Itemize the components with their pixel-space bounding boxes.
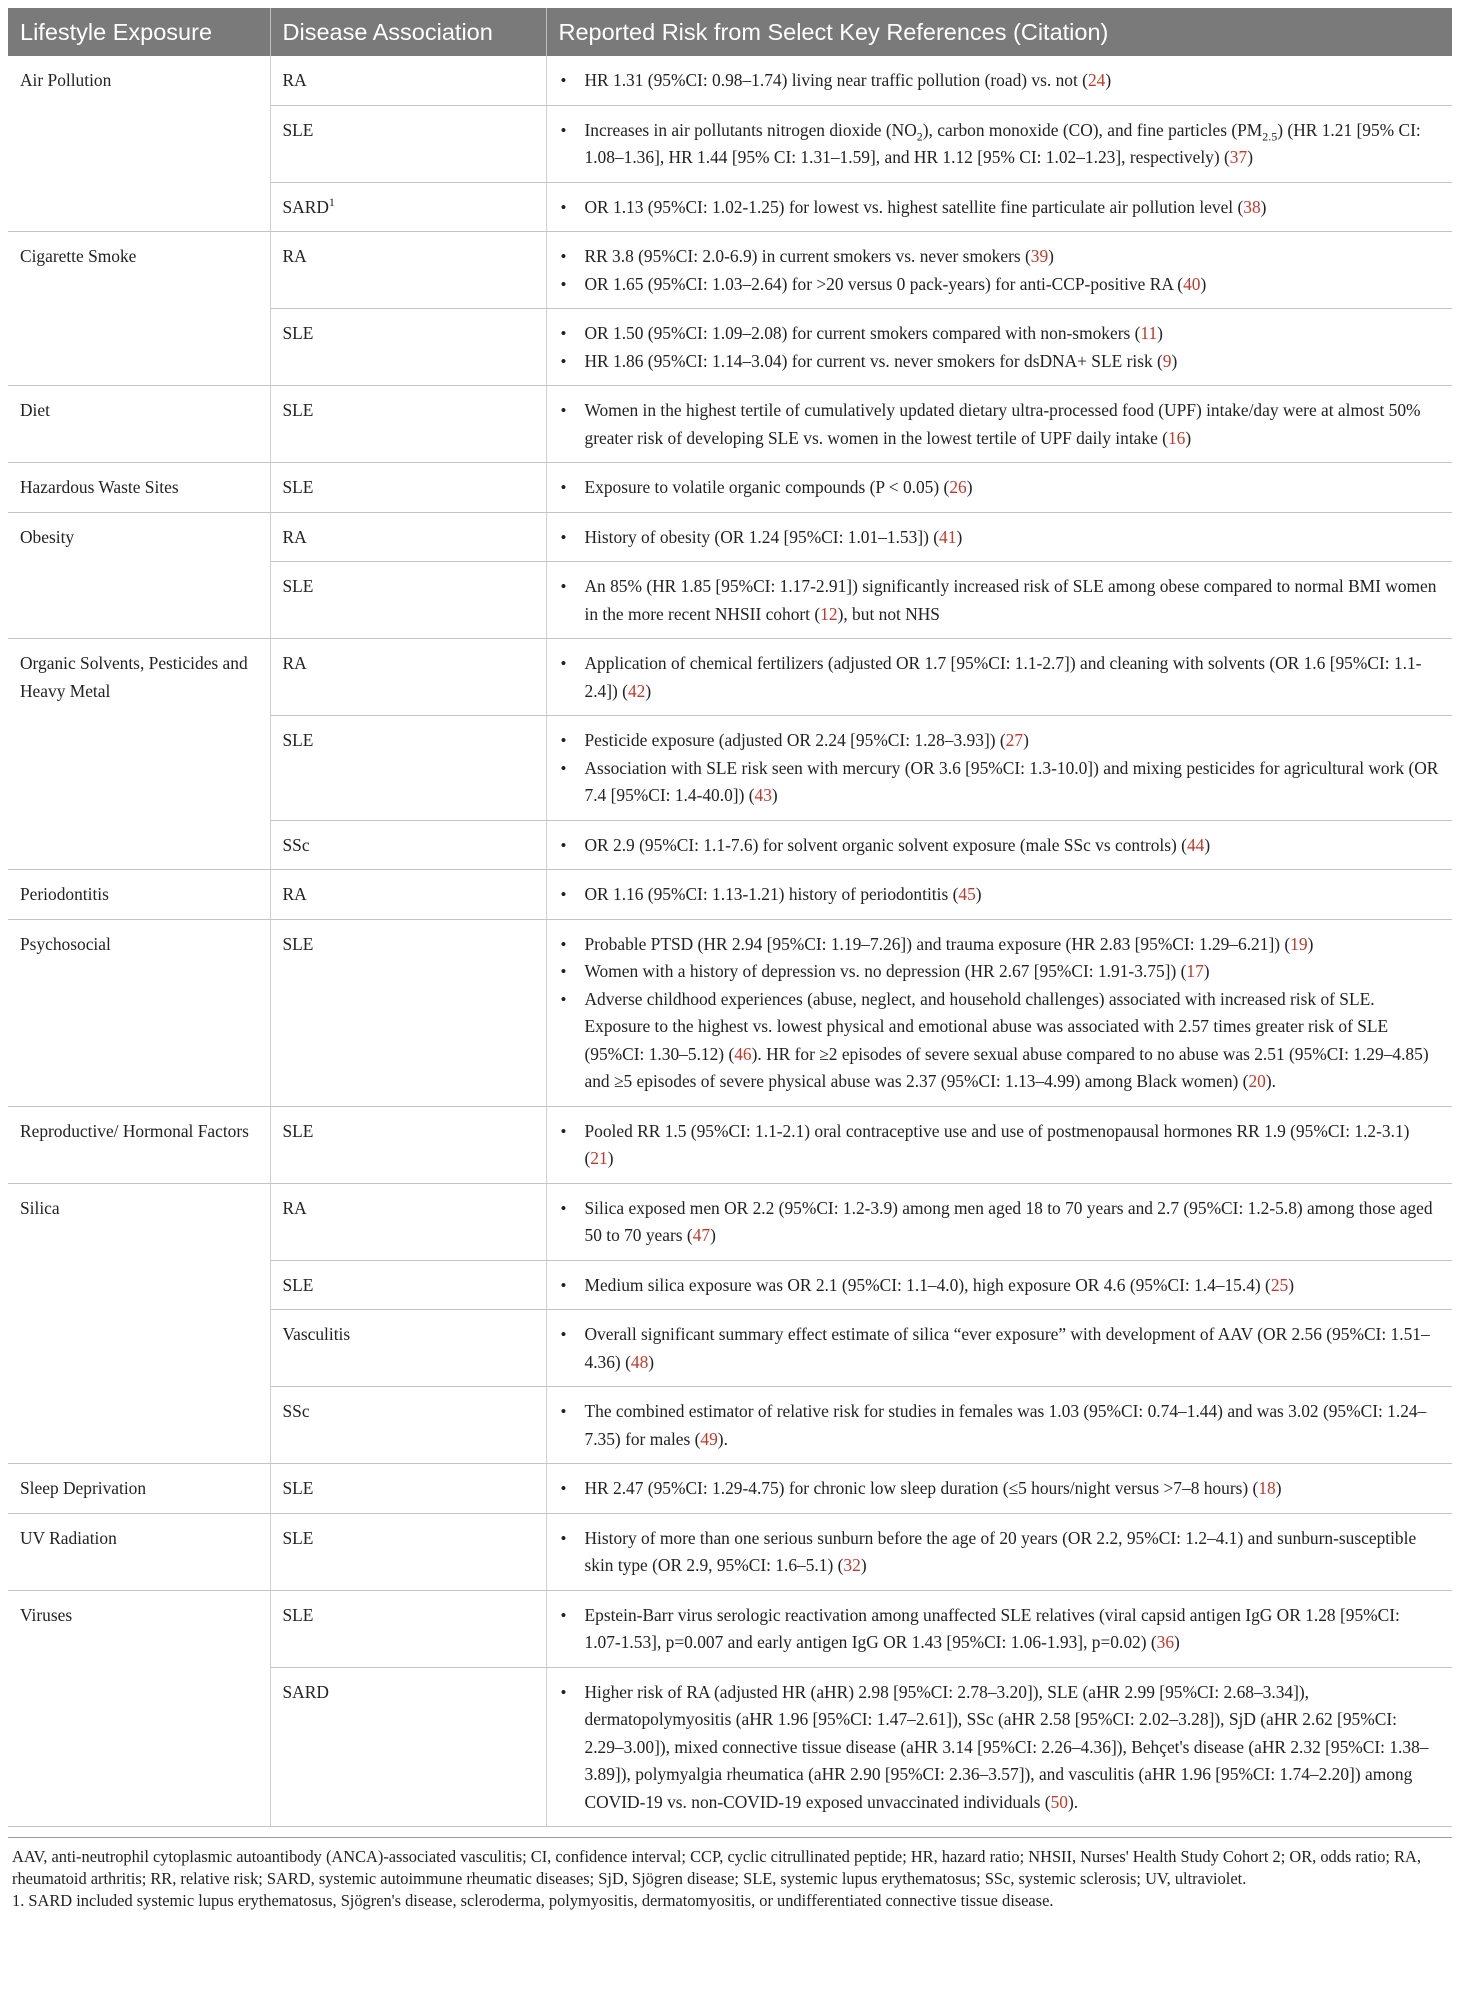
bullet-icon: • (560, 962, 567, 981)
risk-list-item (559, 755, 1441, 810)
risk-text: ) (607, 1148, 614, 1168)
disease-cell (270, 716, 546, 821)
risk-list (559, 243, 1441, 298)
risk-text: ) (1023, 730, 1029, 750)
table-row (8, 1590, 1452, 1667)
reported-risk-cell (546, 232, 1452, 309)
disease-cell (270, 1464, 546, 1514)
table-row (8, 1513, 1452, 1590)
risk-list-item (559, 1475, 1441, 1503)
disease-cell (270, 919, 546, 1106)
exposure-cell: Hazardous Waste Sites (8, 463, 270, 513)
citation-link[interactable]: 19 (1290, 933, 1308, 954)
citation-link[interactable]: 25 (1270, 1274, 1289, 1295)
risk-text: Overall significant summary effect estimate of silica “ever exposure” with development of AAV (OR 2.56 (95%CI: 1.51–4.36) ( (584, 1324, 1430, 1372)
risk-list (559, 650, 1441, 705)
exposure-cell: Viruses (8, 1590, 270, 1827)
risk-list (559, 1195, 1441, 1250)
citation-link[interactable]: 36 (1156, 1632, 1175, 1652)
bullet-icon: • (560, 1325, 567, 1344)
risk-text: ) (710, 1225, 716, 1245)
risk-text: Adverse childhood experiences (abuse, neglect, and household challenges) associated with increased risk of SLE. Exposure to the highest vs. lowest physical and emotional abuse was associated with 2.57 times greater risk of SLE (95%CI: 1.30–5.12) ( (584, 988, 1389, 1064)
bullet-icon: • (560, 885, 567, 904)
citation-link[interactable]: 24 (1087, 70, 1106, 90)
citation-link[interactable]: 20 (1248, 1071, 1266, 1091)
disease-cell (270, 639, 546, 716)
risk-text: OR 1.65 (95%CI: 1.03–2.64) for >20 versus 0 pack-years) for anti-CCP-positive RA ( (584, 273, 1184, 294)
risk-text: ) (645, 680, 652, 701)
risk-list (559, 1525, 1441, 1580)
exposure-cell: UV Radiation (8, 1513, 270, 1590)
risk-list (559, 1118, 1441, 1173)
reported-risk-cell (546, 639, 1452, 716)
bullet-icon: • (560, 247, 567, 266)
bullet-icon: • (560, 324, 567, 343)
risk-text: ). (717, 1428, 728, 1449)
disease-label: Vasculitis (282, 1324, 351, 1344)
risk-list (559, 1679, 1441, 1817)
risk-text: Association with SLE risk seen with mercury (OR 3.6 [95%CI: 1.3-10.0]) and mixing pesticides for agricultural work (OR 7.4 [95%CI: 1.4-40.0]) ( (584, 757, 1439, 805)
reported-risk-cell (546, 309, 1452, 386)
reported-risk-cell (546, 1464, 1452, 1514)
table-row (8, 1106, 1452, 1183)
disease-cell (270, 56, 546, 105)
risk-text: Medium silica exposure was OR 2.1 (95%CI: 1.1–4.0), high exposure OR 4.6 (95%CI: 1.4–15.4) ( (584, 1274, 1271, 1295)
bullet-icon: • (560, 654, 567, 673)
risk-text: ), but not NHS (837, 603, 940, 624)
risk-text: ) (648, 1351, 655, 1372)
table-row (8, 1183, 1452, 1260)
risk-text: ) (1171, 350, 1178, 371)
disease-label: SLE (282, 1604, 314, 1625)
exposure-cell: Silica (8, 1183, 270, 1464)
table-row (8, 512, 1452, 562)
disease-cell (270, 562, 546, 639)
bullet-icon: • (560, 274, 567, 294)
risk-text: OR 1.13 (95%CI: 1.02-1.25) for lowest vs. highest satellite fine particulate air pollution level ( (584, 196, 1244, 217)
risk-list (559, 573, 1441, 628)
risk-list-item (559, 1398, 1441, 1453)
risk-list (559, 832, 1441, 860)
citation-link[interactable]: 37 (1229, 147, 1248, 167)
citation-link[interactable]: 26 (949, 477, 967, 497)
risk-list-item (559, 67, 1441, 95)
citation-link[interactable]: 49 (700, 1428, 718, 1449)
risk-text: ) (860, 1555, 867, 1575)
exposure-cell: Reproductive/ Hormonal Factors (8, 1106, 270, 1183)
lifestyle-risk-table (8, 8, 1452, 1827)
risk-text: History of more than one serious sunburn before the age of 20 years (OR 2.2, 95%CI: 1.2–4.1) and sunburn-susceptible skin type (OR 2.9, 95%CI: 1.6–5.1) ( (584, 1527, 1417, 1575)
risk-text: ) (1204, 834, 1211, 855)
risk-text: ) (975, 884, 982, 904)
table-row (8, 232, 1452, 309)
risk-text: ), carbon monoxide (CO), and fine particles (PM (922, 119, 1263, 140)
risk-text: ) (1203, 961, 1210, 981)
risk-text: OR 2.9 (95%CI: 1.1-7.6) for solvent organic solvent exposure (male SSc vs controls) ( (584, 834, 1187, 855)
risk-list-item (559, 348, 1441, 376)
bullet-icon: • (560, 1605, 567, 1625)
risk-text: ) (1174, 1632, 1180, 1652)
bullet-icon: • (560, 351, 567, 371)
bullet-icon: • (560, 478, 567, 497)
risk-list (559, 727, 1441, 810)
risk-text: ) (1288, 1274, 1295, 1295)
risk-list (559, 320, 1441, 375)
risk-list-item (559, 650, 1441, 705)
risk-list-item (559, 1195, 1441, 1250)
reported-risk-cell (546, 562, 1452, 639)
reported-risk-cell (546, 1590, 1452, 1667)
risk-text: Pooled RR 1.5 (95%CI: 1.1-2.1) oral contraceptive use and use of postmenopausal hormones RR 1.9 (95%CI: 1.2-3.1) ( (584, 1120, 1410, 1168)
risk-text: ) (1260, 196, 1267, 217)
risk-list-item (559, 397, 1441, 452)
bullet-icon: • (560, 1198, 567, 1218)
citation-link[interactable]: 17 (1186, 961, 1204, 981)
exposure-cell: Diet (8, 386, 270, 463)
bullet-icon: • (560, 1682, 567, 1702)
risk-list (559, 1602, 1441, 1657)
risk-list (559, 931, 1441, 1096)
reported-risk-cell (546, 919, 1452, 1106)
bullet-icon: • (560, 758, 567, 778)
risk-text: ). (1265, 1071, 1276, 1091)
risk-text: HR 1.31 (95%CI: 0.98–1.74) living near traffic pollution (road) vs. not ( (584, 70, 1088, 90)
risk-text: ) (1157, 323, 1163, 343)
disease-label: SLE (282, 323, 314, 343)
risk-list-item (559, 1321, 1441, 1376)
risk-text: Exposure to volatile organic compounds (P < 0.05) ( (584, 477, 950, 497)
disease-cell (270, 182, 546, 232)
risk-text: RR 3.8 (95%CI: 2.0-6.9) in current smokers vs. never smokers ( (584, 246, 1031, 266)
disease-cell (270, 512, 546, 562)
risk-list-item (559, 194, 1441, 222)
reported-risk-cell (546, 1310, 1452, 1387)
bullet-icon: • (560, 1402, 567, 1421)
risk-list-item (559, 320, 1441, 348)
citation-link[interactable]: 41 (939, 526, 957, 547)
risk-text: ) (1247, 147, 1253, 167)
disease-label: RA (282, 884, 307, 904)
risk-list-item (559, 832, 1441, 860)
disease-label: SLE (282, 576, 314, 596)
disease-cell (270, 1667, 546, 1827)
reported-risk-cell (546, 1260, 1452, 1310)
citation-link[interactable]: 42 (627, 680, 646, 701)
risk-text: Women in the highest tertile of cumulatively updated dietary ultra-processed food (UPF) intake/day were at almost 50% greater risk of developing SLE vs. women in the lowest tertile of UPF daily intake ( (584, 400, 1421, 448)
disease-cell (270, 309, 546, 386)
risk-text: Epstein-Barr virus serologic reactivation among unaffected SLE relatives (viral capsid antigen IgG OR 1.28 [95%CI: 1.07-1.53], p=0.007 and early antigen IgG OR 1.43 [95%CI: 1.06-1.93], p=0.02) ( (584, 1604, 1400, 1652)
disease-cell (270, 1106, 546, 1183)
bullet-icon: • (560, 1528, 567, 1548)
disease-label: SLE (282, 730, 314, 750)
table-row (8, 1464, 1452, 1514)
reported-risk-cell (546, 820, 1452, 870)
risk-list (559, 881, 1441, 909)
table-row (8, 463, 1452, 513)
table-header-row (8, 8, 1452, 56)
disease-label: SLE (282, 119, 314, 140)
risk-list-item (559, 727, 1441, 755)
table-row (8, 386, 1452, 463)
disease-label: SSc (282, 834, 310, 855)
citation-link[interactable]: 38 (1243, 196, 1261, 217)
bullet-icon: • (560, 989, 567, 1009)
exposure-cell: Cigarette Smoke (8, 232, 270, 386)
citation-link[interactable]: 40 (1183, 273, 1201, 294)
disease-cell (270, 1183, 546, 1260)
bullet-icon: • (560, 835, 567, 855)
risk-text: History of obesity (OR 1.24 [95%CI: 1.01–1.53]) ( (584, 526, 940, 547)
reported-risk-cell (546, 716, 1452, 821)
risk-list-item (559, 1679, 1441, 1817)
risk-text: ) (1200, 273, 1207, 294)
header-lifestyle-exposure: Lifestyle Exposure (8, 8, 270, 56)
citation-link[interactable]: 47 (692, 1225, 711, 1245)
risk-text: Probable PTSD (HR 2.94 [95%CI: 1.19–7.26]) and trauma exposure (HR 2.83 [95%CI: 1.29–6.21]) ( (584, 933, 1291, 954)
risk-text: ) (1105, 70, 1112, 90)
disease-cell (270, 1387, 546, 1464)
citation-link[interactable]: 18 (1258, 1478, 1276, 1498)
risk-text: ) (1307, 933, 1314, 954)
risk-text: OR 1.50 (95%CI: 1.09–2.08) for current smokers compared with non-smokers ( (584, 323, 1141, 343)
reported-risk-cell (546, 56, 1452, 105)
risk-list-item (559, 573, 1441, 628)
risk-list (559, 117, 1441, 172)
risk-list-item (559, 117, 1441, 172)
risk-list (559, 1321, 1441, 1376)
risk-list (559, 397, 1441, 452)
risk-list-item (559, 881, 1441, 909)
reported-risk-cell (546, 1183, 1452, 1260)
disease-label: SLE (282, 1120, 314, 1141)
reported-risk-cell (546, 386, 1452, 463)
citation-link[interactable]: 11 (1140, 323, 1158, 343)
risk-text: Women with a history of depression vs. no depression (HR 2.67 [95%CI: 1.91-3.75]) ( (584, 961, 1187, 981)
reported-risk-cell (546, 1667, 1452, 1827)
citation-link[interactable]: 48 (630, 1351, 649, 1372)
disease-label: SLE (282, 477, 314, 497)
bullet-icon: • (560, 120, 567, 140)
disease-label: SARD (282, 1681, 329, 1702)
risk-text: ) (956, 526, 963, 547)
reported-risk-cell (546, 463, 1452, 513)
exposure-cell: Periodontitis (8, 870, 270, 920)
risk-list-item (559, 243, 1441, 271)
risk-list-item (559, 986, 1441, 1096)
exposure-cell: Obesity (8, 512, 270, 639)
reported-risk-cell (546, 1513, 1452, 1590)
citation-link[interactable]: 12 (820, 603, 838, 624)
bullet-icon: • (560, 1479, 567, 1498)
disease-label: SLE (282, 1527, 314, 1548)
table-footnote (8, 1837, 1452, 1912)
risk-list-item (559, 524, 1441, 552)
risk-list-item (559, 931, 1441, 959)
citation-link[interactable]: 39 (1030, 246, 1049, 266)
disease-label: SLE (282, 933, 314, 954)
disease-label: SSc (282, 1401, 310, 1421)
risk-list-item (559, 958, 1441, 986)
subscript: 2.5 (1262, 128, 1278, 143)
risk-list-item (559, 1118, 1441, 1173)
disease-cell (270, 1310, 546, 1387)
reported-risk-cell (546, 512, 1452, 562)
disease-label: SLE (282, 1274, 314, 1295)
disease-cell (270, 870, 546, 920)
bullet-icon: • (560, 197, 567, 217)
reported-risk-cell (546, 870, 1452, 920)
bullet-icon: • (560, 577, 567, 596)
disease-cell (270, 1590, 546, 1667)
exposure-cell: Air Pollution (8, 56, 270, 232)
risk-text: An 85% (HR 1.85 [95%CI: 1.17-2.91]) significantly increased risk of SLE among obese compared to normal BMI women in the more recent NHSII cohort ( (584, 576, 1437, 624)
risk-list (559, 67, 1441, 95)
table-row (8, 639, 1452, 716)
risk-text: Pesticide exposure (adjusted OR 2.24 [95%CI: 1.28–3.93]) ( (584, 730, 1006, 750)
reported-risk-cell (546, 1387, 1452, 1464)
risk-list (559, 524, 1441, 552)
bullet-icon: • (560, 731, 567, 750)
risk-text: ) (1275, 1478, 1282, 1498)
risk-list (559, 194, 1441, 222)
disease-cell (270, 820, 546, 870)
risk-text: HR 2.47 (95%CI: 1.29-4.75) for chronic low sleep duration (≤5 hours/night versus >7–8 hours) ( (584, 1478, 1259, 1498)
risk-list-item (559, 1272, 1441, 1300)
disease-label: SLE (282, 400, 314, 420)
bullet-icon: • (560, 1275, 567, 1295)
bullet-icon: • (560, 527, 567, 547)
risk-list (559, 1398, 1441, 1453)
citation-link[interactable]: 45 (958, 884, 976, 904)
citation-link[interactable]: 44 (1186, 834, 1205, 855)
reported-risk-cell (546, 182, 1452, 232)
risk-text: ) (HR 1.21 [95% CI: 1.08–1.36], HR 1.44 [95% CI: 1.31–1.59], and HR 1.12 [95% CI: 1.02–1.23], respectively) ( (584, 119, 1421, 167)
disease-label: RA (282, 1197, 307, 1218)
bullet-icon: • (560, 934, 567, 954)
risk-text: ) (1048, 246, 1054, 266)
disease-cell (270, 232, 546, 309)
citation-link[interactable]: 9 (1162, 350, 1172, 371)
citation-link[interactable]: 32 (843, 1555, 861, 1575)
bullet-icon: • (560, 1121, 567, 1141)
table-body (8, 56, 1452, 1827)
risk-list-item (559, 474, 1441, 502)
risk-text: ) (771, 785, 778, 805)
header-reported-risk: Reported Risk from Select Key References (Citation) (546, 8, 1452, 56)
disease-cell (270, 1513, 546, 1590)
risk-list (559, 1475, 1441, 1503)
risk-list-item (559, 271, 1441, 299)
exposure-cell: Psychosocial (8, 919, 270, 1106)
risk-list-item (559, 1602, 1441, 1657)
risk-list (559, 474, 1441, 502)
citation-link[interactable]: 21 (590, 1148, 608, 1168)
exposure-cell: Sleep Deprivation (8, 1464, 270, 1514)
risk-table-container (8, 8, 1452, 1912)
disease-label: SLE (282, 1478, 314, 1498)
disease-label: RA (282, 70, 307, 90)
disease-label: RA (282, 653, 307, 673)
table-row (8, 56, 1452, 105)
bullet-icon: • (560, 401, 567, 420)
citation-link[interactable]: 46 (734, 1043, 752, 1064)
risk-text: ). (1067, 1791, 1079, 1812)
citation-link[interactable]: 50 (1050, 1791, 1068, 1812)
citation-link[interactable]: 27 (1005, 730, 1024, 750)
disease-cell (270, 463, 546, 513)
risk-text: OR 1.16 (95%CI: 1.13-1.21) history of periodontitis ( (584, 884, 959, 904)
disease-label: RA (282, 526, 307, 547)
disease-cell (270, 1260, 546, 1310)
subscript: 2 (916, 128, 923, 143)
disease-cell (270, 105, 546, 182)
risk-list (559, 1272, 1441, 1300)
risk-text: ). HR for ≥2 episodes of severe sexual abuse compared to no abuse was 2.51 (95%CI: 1.29–4.85) and ≥5 episodes of severe physical abuse was 2.37 (95%CI: 1.13–4.99) among Black women) ( (584, 1043, 1429, 1091)
risk-text: The combined estimator of relative risk for studies in females was 1.03 (95%CI: 0.74–1.44) and was 3.02 (95%CI: 1.24–7.35) for males ( (584, 1401, 1427, 1449)
footnote-sard-note: 1. SARD included systemic lupus erythematosus, Sjögren's disease, scleroderma, polymyositis, dermatomyositis, or undifferentiated connective tissue disease. (12, 1891, 1054, 1910)
citation-link[interactable]: 43 (754, 785, 772, 805)
risk-list-item (559, 1525, 1441, 1580)
reported-risk-cell (546, 105, 1452, 182)
disease-label: SARD (282, 196, 329, 217)
disease-label: RA (282, 246, 307, 266)
footnote-marker: 1 (328, 194, 335, 209)
disease-cell (270, 386, 546, 463)
risk-text: Higher risk of RA (adjusted HR (aHR) 2.98 [95%CI: 2.78–3.20]), SLE (aHR 2.99 [95%CI: 2.68–3.34]), dermatopolymyositis (aHR 1.96 [95%CI: 1.47–2.61]), SSc (aHR 2.58 [95%CI: 2.02–3.28]), SjD (aHR 2.62 [95%CI: 2.29–3.00]), mixed connective tissue disease (aHR 3.14 [95%CI: 2.26–4.36]), Behçet's disease (aHR 2.32 [95%CI: 1.38–3.89]), polymyalgia rheumatica (aHR 2.90 [95%CI: 2.36–3.57]), and vasculitis (aHR 1.96 [95%CI: 1.74–2.20]) among COVID-19 vs. non-COVID-19 exposed unvaccinated individuals ( (584, 1681, 1429, 1812)
table-row (8, 919, 1452, 1106)
risk-text: Application of chemical fertilizers (adjusted OR 1.7 [95%CI: 1.1-2.7]) and cleaning with solvents (OR 1.6 [95%CI: 1.1-2.4]) ( (584, 653, 1422, 701)
bullet-icon: • (560, 71, 567, 90)
table-row (8, 870, 1452, 920)
risk-text: ) (966, 477, 973, 497)
reported-risk-cell (546, 1106, 1452, 1183)
risk-text: HR 1.86 (95%CI: 1.14–3.04) for current vs. never smokers for dsDNA+ SLE risk ( (584, 350, 1163, 371)
exposure-cell: Organic Solvents, Pesticides and Heavy Metal (8, 639, 270, 870)
risk-text: Silica exposed men OR 2.2 (95%CI: 1.2-3.9) among men aged 18 to 70 years and 2.7 (95%CI: 1.2-5.8) among those aged 50 to 70 years ( (584, 1197, 1433, 1245)
risk-text: Increases in air pollutants nitrogen dioxide (NO (584, 119, 917, 140)
header-disease-association: Disease Association (270, 8, 546, 56)
footnote-abbreviations: AAV, anti-neutrophil cytoplasmic autoantibody (ANCA)-associated vasculitis; CI, confidence interval; CCP, cyclic citrullinated peptide; HR, hazard ratio; NHSII, Nurses' Health Study Cohort 2; OR, odds ratio; RA, rheumatoid arthritis; RR, relative risk; SARD, systemic autoimmune rheumatic diseases; SjD, Sjögren disease; SLE, systemic lupus erythematosus; SSc, systemic sclerosis; UV, ultraviolet. (12, 1847, 1421, 1888)
citation-link[interactable]: 16 (1167, 427, 1186, 448)
risk-text: ) (1185, 427, 1192, 448)
